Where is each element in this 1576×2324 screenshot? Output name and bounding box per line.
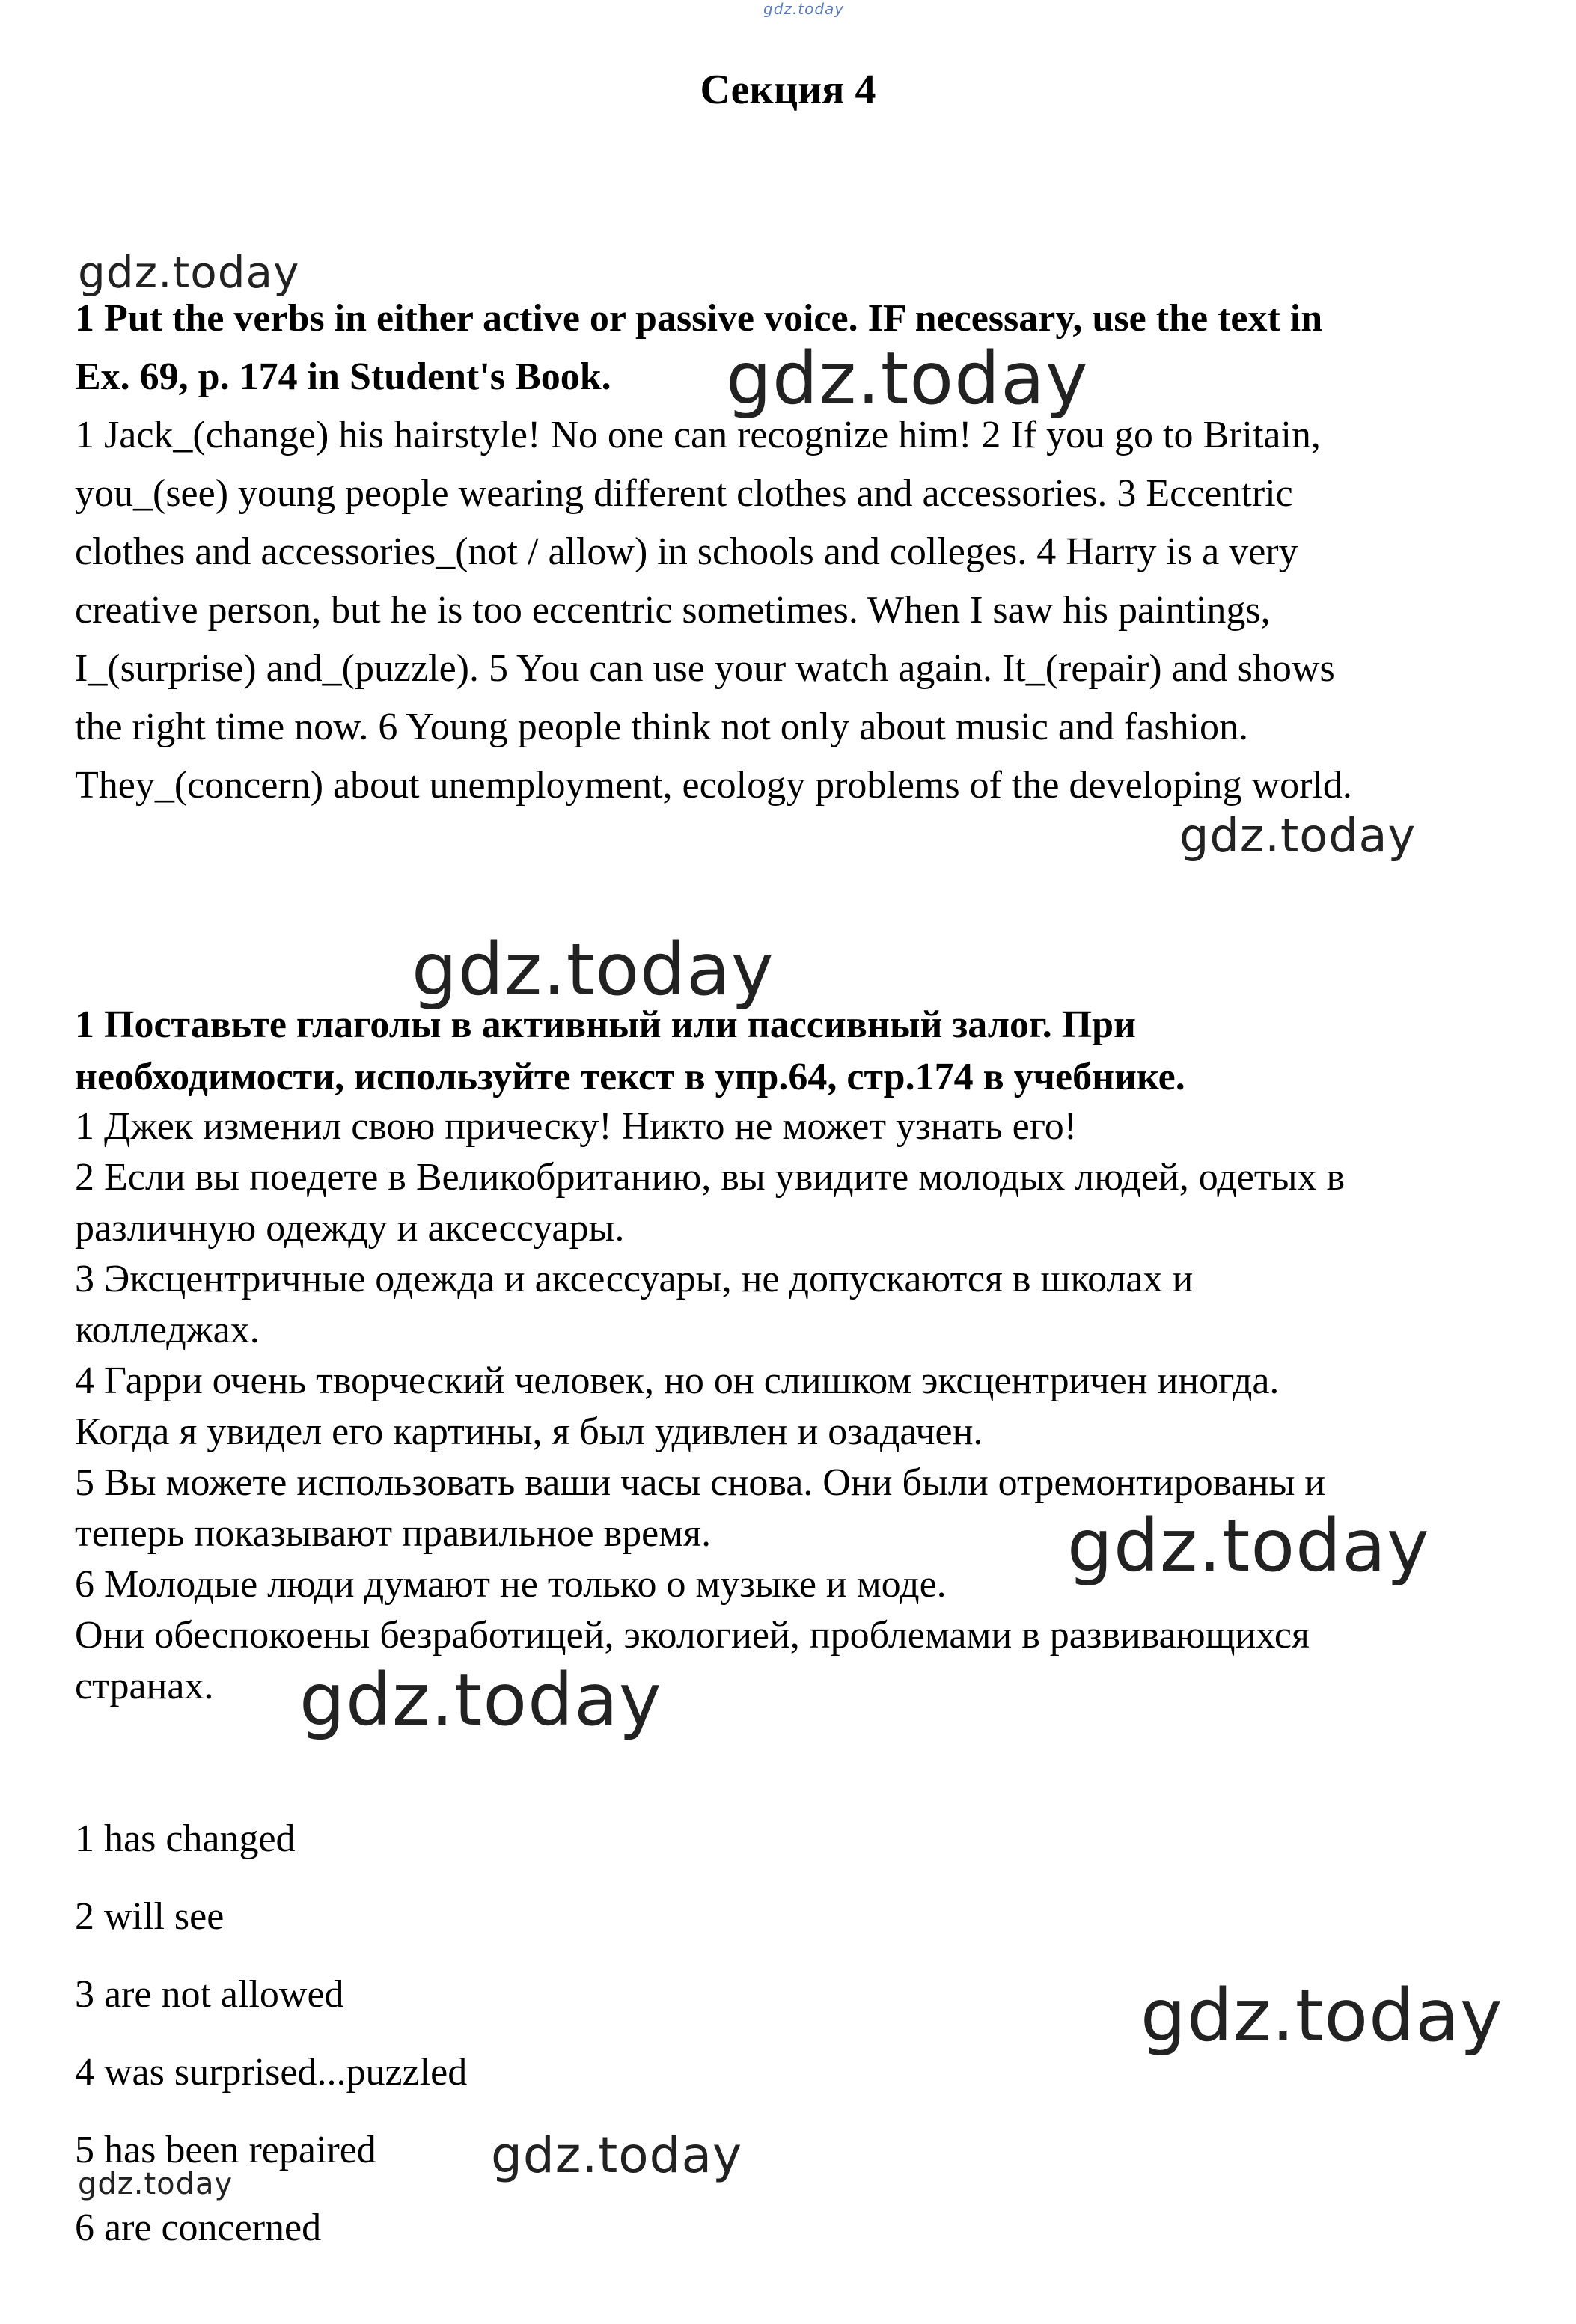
exercise-en-line: the right time now. 6 Young people think not only about music and fashion. bbox=[75, 706, 1249, 748]
exercise-en-line: clothes and accessories_(not / allow) in schools and colleges. 4 Harry is a very bbox=[75, 530, 1298, 573]
answer-item: 5 has been repaired bbox=[75, 2129, 376, 2171]
watermark: gdz.today bbox=[299, 1658, 662, 1742]
exercise-en-line: They_(concern) about unemployment, ecology problems of the developing world. bbox=[75, 764, 1352, 807]
exercise-ru-line: колледжах. bbox=[75, 1309, 260, 1351]
exercise-ru-line: странах. bbox=[75, 1665, 214, 1707]
exercise-ru-heading: необходимости, используйте текст в упр.64, стр.174 в учебнике. bbox=[75, 1056, 1185, 1098]
exercise-ru-line: Когда я увидел его картины, я был удивлен и озадачен. bbox=[75, 1410, 983, 1453]
exercise-ru-line: 2 Если вы поедете в Великобританию, вы увидите молодых людей, одетых в bbox=[75, 1156, 1346, 1199]
answer-item: 6 are concerned bbox=[75, 2207, 322, 2249]
exercise-ru-line: 1 Джек изменил свою прическу! Никто не может узнать его! bbox=[75, 1105, 1078, 1148]
exercise-ru-line: теперь показывают правильное время. bbox=[75, 1512, 712, 1555]
exercise-en-line: creative person, but he is too eccentric sometimes. When I saw his paintings, bbox=[75, 589, 1271, 632]
watermark: gdz.today bbox=[726, 337, 1089, 421]
exercise-en-heading: 1 Put the verbs in either active or passive voice. IF necessary, use the text in bbox=[75, 297, 1323, 340]
exercise-ru-line: 6 Молодые люди думают не только о музыке и моде. bbox=[75, 1563, 947, 1606]
answer-item: 3 are not allowed bbox=[75, 1973, 344, 2016]
watermark: gdz.today bbox=[78, 2167, 233, 2201]
watermark: gdz.today bbox=[491, 2126, 743, 2184]
exercise-ru-line: Они обеспокоены безработицей, экологией, проблемами в развивающихся bbox=[75, 1614, 1310, 1657]
answer-item: 4 was surprised...puzzled bbox=[75, 2051, 468, 2094]
answer-item: 1 has changed bbox=[75, 1817, 296, 1860]
exercise-ru-line: 5 Вы можете использовать ваши часы снова. Они были отремонтированы и bbox=[75, 1461, 1326, 1504]
exercise-en-line: 1 Jack_(change) his hairstyle! No one can recognize him! 2 If you go to Britain, bbox=[75, 414, 1321, 456]
exercise-en-line: you_(see) young people wearing different clothes and accessories. 3 Eccentric bbox=[75, 472, 1293, 515]
watermark: gdz.today bbox=[412, 928, 775, 1012]
answer-item: 2 will see bbox=[75, 1895, 225, 1938]
watermark: gdz.today bbox=[1140, 1974, 1503, 2058]
exercise-ru-line: различную одежду и аксессуары. bbox=[75, 1207, 625, 1250]
exercise-en-heading: Ex. 69, p. 174 in Student's Book. bbox=[75, 355, 611, 398]
exercise-ru-line: 3 Эксцентричные одежда и аксессуары, не допускаются в школах и bbox=[75, 1258, 1194, 1300]
watermark: gdz.today bbox=[1067, 1504, 1430, 1588]
watermark: gdz.today bbox=[78, 247, 300, 298]
exercise-ru-line: 4 Гарри очень творческий человек, но он слишком эксцентричен иногда. bbox=[75, 1360, 1280, 1402]
page-title: Секция 4 bbox=[700, 67, 876, 113]
exercise-en-line: I_(surprise) and_(puzzle). 5 You can use your watch again. It_(repair) and shows bbox=[75, 647, 1335, 690]
watermark-top: gdz.today bbox=[763, 0, 845, 18]
exercise-ru-heading: 1 Поставьте глаголы в активный или пассивный залог. При bbox=[75, 1003, 1137, 1046]
watermark: gdz.today bbox=[1179, 808, 1417, 863]
